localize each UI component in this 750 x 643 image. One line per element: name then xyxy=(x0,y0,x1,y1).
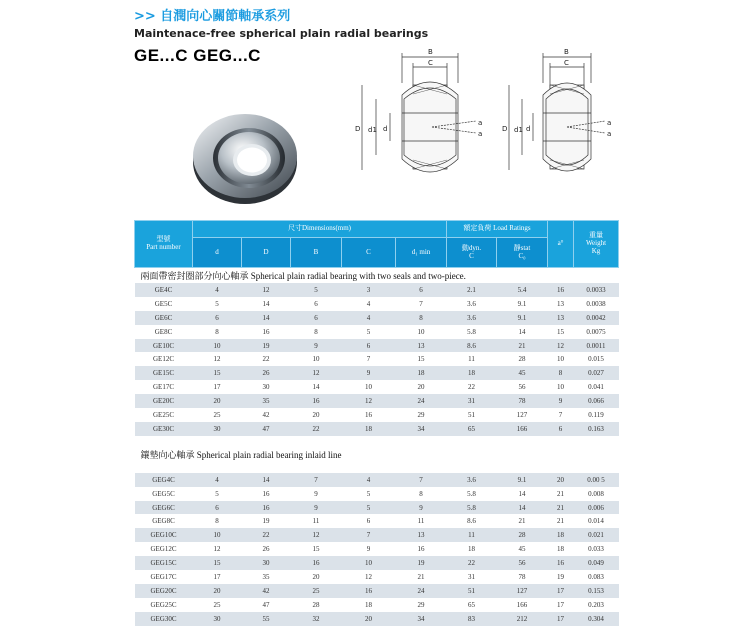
table-row xyxy=(135,570,619,584)
table-cell: 29 xyxy=(396,408,447,422)
table-cell: 13 xyxy=(548,297,574,311)
table-cell: 7 xyxy=(291,473,342,487)
table-cell: 14 xyxy=(497,501,548,515)
table-cell: GEG20C xyxy=(135,584,193,598)
table-cell: 51 xyxy=(447,584,497,598)
table-cell: GEG30C xyxy=(135,612,193,626)
table-cell: 9.1 xyxy=(497,311,548,325)
table-cell: 6 xyxy=(342,339,396,353)
table-row xyxy=(135,556,619,570)
table-cell: GEG25C xyxy=(135,598,193,612)
table-row xyxy=(135,612,619,626)
table-cell: 18 xyxy=(447,366,497,380)
table-cell: 15 xyxy=(548,325,574,339)
table-row xyxy=(135,598,619,612)
table-cell: 0.119 xyxy=(574,408,619,422)
table-cell: 5.8 xyxy=(447,487,497,501)
table-cell: 19 xyxy=(548,570,574,584)
table-cell: 13 xyxy=(396,339,447,353)
part-number-header: 型號 Part number xyxy=(135,221,193,268)
table-cell: 20 xyxy=(193,394,242,408)
table-row xyxy=(135,325,619,339)
table-cell: 24 xyxy=(396,584,447,598)
table-cell: 25 xyxy=(193,598,242,612)
table-cell: GE4C xyxy=(135,283,193,297)
table-cell: 19 xyxy=(242,339,291,353)
table-cell: 5.8 xyxy=(447,501,497,515)
table-cell: 22 xyxy=(242,352,291,366)
table-cell: 15 xyxy=(291,542,342,556)
cross-section-drawing-ge xyxy=(352,43,502,193)
table-cell: 14 xyxy=(242,473,291,487)
table-cell: 14 xyxy=(497,325,548,339)
table-cell: GEG12C xyxy=(135,542,193,556)
table-cell: 6 xyxy=(291,311,342,325)
table-cell: 166 xyxy=(497,422,548,436)
svg-text:B: B xyxy=(564,48,569,56)
table-cell: 83 xyxy=(447,612,497,626)
col-d: d xyxy=(193,238,242,268)
table-cell: 212 xyxy=(497,612,548,626)
table-cell: 6 xyxy=(396,283,447,297)
table-cell: 5 xyxy=(291,283,342,297)
table-cell: 14 xyxy=(497,487,548,501)
table-cell: 65 xyxy=(447,598,497,612)
table-cell: 12 xyxy=(291,528,342,542)
table-cell: 8 xyxy=(396,311,447,325)
table-cell: 14 xyxy=(291,380,342,394)
table-cell: 12 xyxy=(193,542,242,556)
table-row xyxy=(135,514,619,528)
table-cell: 45 xyxy=(497,542,548,556)
table-cell: 22 xyxy=(447,380,497,394)
table-cell: 22 xyxy=(242,528,291,542)
table-cell: 10 xyxy=(291,352,342,366)
table-cell: 10 xyxy=(193,528,242,542)
table-cell: 42 xyxy=(242,584,291,598)
table-cell: 9 xyxy=(548,394,574,408)
table-cell: 5 xyxy=(193,297,242,311)
table-cell: 12 xyxy=(242,283,291,297)
col-outer-d: D xyxy=(242,238,291,268)
table-cell: 12 xyxy=(342,394,396,408)
svg-text:d: d xyxy=(383,125,388,133)
table-cell: 11 xyxy=(447,352,497,366)
table-cell: 78 xyxy=(497,570,548,584)
table-cell: 3.6 xyxy=(447,297,497,311)
table-cell: 12 xyxy=(342,570,396,584)
table-cell: 18 xyxy=(396,366,447,380)
table-cell: GEG4C xyxy=(135,473,193,487)
table-cell: 20 xyxy=(548,473,574,487)
table-cell: 0.033 xyxy=(574,542,619,556)
table-cell: 11 xyxy=(291,514,342,528)
table-cell: 5 xyxy=(342,325,396,339)
table-row xyxy=(135,394,619,408)
table-cell: 32 xyxy=(291,612,342,626)
table-cell: 10 xyxy=(396,325,447,339)
table-cell: 9 xyxy=(291,501,342,515)
table-cell: 31 xyxy=(447,570,497,584)
cross-section-drawing-geg xyxy=(495,43,625,193)
table-cell: 21 xyxy=(548,514,574,528)
table-cell: 0.008 xyxy=(574,487,619,501)
table-cell: 8.6 xyxy=(447,339,497,353)
table-cell: 14 xyxy=(242,311,291,325)
svg-text:a: a xyxy=(607,130,612,138)
table-cell: 34 xyxy=(396,612,447,626)
table-cell: 6 xyxy=(291,297,342,311)
table-cell: 42 xyxy=(242,408,291,422)
table-cell: 4 xyxy=(342,311,396,325)
table-cell: 13 xyxy=(396,528,447,542)
table-cell: 26 xyxy=(242,542,291,556)
table-cell: 3.6 xyxy=(447,473,497,487)
table-cell: 8 xyxy=(291,325,342,339)
svg-text:D: D xyxy=(355,125,361,133)
table-cell: 0.041 xyxy=(574,380,619,394)
table-cell: 14 xyxy=(242,297,291,311)
table-cell: 21 xyxy=(497,514,548,528)
table-row xyxy=(135,311,619,325)
table-cell: 22 xyxy=(291,422,342,436)
table-row xyxy=(135,366,619,380)
table-cell: 6 xyxy=(548,422,574,436)
table-cell: GEG17C xyxy=(135,570,193,584)
table-cell: 28 xyxy=(497,352,548,366)
table-cell: 6 xyxy=(193,501,242,515)
table-cell: 8 xyxy=(396,487,447,501)
svg-text:B: B xyxy=(428,48,433,56)
section-title-inlaid: 鑲墊向心軸承 Spherical plain radial bearing inlaid line xyxy=(135,447,619,462)
table-cell: 19 xyxy=(242,514,291,528)
table-cell: 24 xyxy=(396,394,447,408)
table-cell: 18 xyxy=(342,598,396,612)
table-row xyxy=(135,283,619,297)
table-cell: GE10C xyxy=(135,339,193,353)
table-cell: 10 xyxy=(342,556,396,570)
table-cell: 12 xyxy=(193,352,242,366)
table-cell: 5 xyxy=(193,487,242,501)
table-cell: 9 xyxy=(342,542,396,556)
table-cell: 22 xyxy=(447,556,497,570)
table-cell: 17 xyxy=(548,584,574,598)
table-cell: GE20C xyxy=(135,394,193,408)
table-cell: 15 xyxy=(193,366,242,380)
table-cell: 16 xyxy=(396,542,447,556)
table-cell: 78 xyxy=(497,394,548,408)
table-cell: 4 xyxy=(193,283,242,297)
col-b: B xyxy=(291,238,342,268)
table-cell: 4 xyxy=(342,297,396,311)
svg-text:C: C xyxy=(564,59,569,67)
table-cell: 51 xyxy=(447,408,497,422)
col-dynamic-load: 動dyn. C xyxy=(447,238,497,268)
table-cell: 26 xyxy=(242,366,291,380)
table-cell: 127 xyxy=(497,408,548,422)
table-cell: 7 xyxy=(396,297,447,311)
table-cell: 16 xyxy=(242,501,291,515)
table-cell: 8 xyxy=(193,325,242,339)
col-c: C xyxy=(342,238,396,268)
table-cell: 20 xyxy=(342,612,396,626)
table-cell: 25 xyxy=(193,408,242,422)
table-cell: 0.049 xyxy=(574,556,619,570)
table-cell: 2.1 xyxy=(447,283,497,297)
table-cell: GE5C xyxy=(135,297,193,311)
table-cell: GE12C xyxy=(135,352,193,366)
table-cell: 16 xyxy=(342,584,396,598)
col-static-load: 靜stat C₀ xyxy=(497,238,548,268)
section-title-sealed: 兩面帶密封圈部分向心軸承 Spherical plain radial bearing with two seals and two-piece. xyxy=(135,268,619,284)
table-cell: 0.021 xyxy=(574,528,619,542)
table-cell: 56 xyxy=(497,380,548,394)
table-cell: 65 xyxy=(447,422,497,436)
table-cell: 8 xyxy=(193,514,242,528)
table-cell: 12 xyxy=(291,366,342,380)
table-cell: 34 xyxy=(396,422,447,436)
table-cell: 0.015 xyxy=(574,352,619,366)
table-cell: GE6C xyxy=(135,311,193,325)
table-cell: 10 xyxy=(342,380,396,394)
table-cell: 16 xyxy=(548,283,574,297)
table-cell: 0.014 xyxy=(574,514,619,528)
table-cell: GEG5C xyxy=(135,487,193,501)
table-cell: 0.203 xyxy=(574,598,619,612)
table-cell: GEG15C xyxy=(135,556,193,570)
svg-text:D: D xyxy=(502,125,508,133)
table-row xyxy=(135,408,619,422)
table-row xyxy=(135,380,619,394)
table-cell: 15 xyxy=(396,352,447,366)
col-d1-min: d₁ min xyxy=(396,238,447,268)
load-ratings-header: 額定負荷 Load Ratings xyxy=(447,221,548,238)
svg-text:a: a xyxy=(607,119,612,127)
table-cell: 10 xyxy=(548,352,574,366)
table-cell: 9 xyxy=(396,501,447,515)
table-cell: 31 xyxy=(447,394,497,408)
svg-text:C: C xyxy=(428,59,433,67)
table-row xyxy=(135,542,619,556)
table-cell: 9.1 xyxy=(497,297,548,311)
table-cell: 166 xyxy=(497,598,548,612)
table-cell: 20 xyxy=(396,380,447,394)
table-row xyxy=(135,422,619,436)
table-cell: 16 xyxy=(242,487,291,501)
table-cell: 17 xyxy=(193,380,242,394)
table-cell: 16 xyxy=(342,408,396,422)
table-cell: 8.6 xyxy=(447,514,497,528)
table-cell: 16 xyxy=(242,325,291,339)
table-cell: 4 xyxy=(342,473,396,487)
table-cell: 16 xyxy=(291,394,342,408)
table-cell: 28 xyxy=(291,598,342,612)
table-cell: 0.0075 xyxy=(574,325,619,339)
table-cell: 47 xyxy=(242,422,291,436)
table-row xyxy=(135,487,619,501)
table-row xyxy=(135,473,619,487)
model-series: GE...C GEG...C xyxy=(134,46,261,65)
svg-text:d1: d1 xyxy=(514,126,523,134)
table-cell: 35 xyxy=(242,570,291,584)
table-cell: 25 xyxy=(291,584,342,598)
table-cell: 30 xyxy=(242,380,291,394)
table-cell: GE30C xyxy=(135,422,193,436)
table-cell: 7 xyxy=(396,473,447,487)
table-cell: 0.0033 xyxy=(574,283,619,297)
table-cell: 9 xyxy=(342,366,396,380)
table-cell: 35 xyxy=(242,394,291,408)
table-cell: 0.0042 xyxy=(574,311,619,325)
weight-header: 重量 Weight Kg xyxy=(574,221,619,268)
table-cell: 7 xyxy=(548,408,574,422)
table-row xyxy=(135,501,619,515)
table-cell: GE8C xyxy=(135,325,193,339)
table-cell: 7 xyxy=(342,352,396,366)
table-cell: 9 xyxy=(291,487,342,501)
page-subtitle: Maintenace-free spherical plain radial bearings xyxy=(134,27,429,40)
table-cell: 9.1 xyxy=(497,473,548,487)
table-cell: 0.083 xyxy=(574,570,619,584)
table-cell: 3.6 xyxy=(447,311,497,325)
table-cell: 17 xyxy=(193,570,242,584)
table-cell: GEG6C xyxy=(135,501,193,515)
table-cell: GE15C xyxy=(135,366,193,380)
svg-text:a: a xyxy=(478,130,483,138)
table-cell: 15 xyxy=(193,556,242,570)
table-cell: 47 xyxy=(242,598,291,612)
bearing-photo xyxy=(190,104,300,208)
table-cell: 0.066 xyxy=(574,394,619,408)
table-cell: 0.304 xyxy=(574,612,619,626)
table-cell: 0.027 xyxy=(574,366,619,380)
table-row xyxy=(135,339,619,353)
table-cell: 28 xyxy=(497,528,548,542)
table-cell: 55 xyxy=(242,612,291,626)
table-cell: 19 xyxy=(396,556,447,570)
table-cell: 20 xyxy=(291,570,342,584)
table-cell: 10 xyxy=(548,380,574,394)
table-cell: 11 xyxy=(447,528,497,542)
table-cell: 10 xyxy=(193,339,242,353)
table-row xyxy=(135,528,619,542)
table-cell: 21 xyxy=(548,501,574,515)
table-cell: 21 xyxy=(497,339,548,353)
table-cell: 16 xyxy=(291,556,342,570)
page-title: >> 自潤向心關節軸承系列 xyxy=(134,9,291,24)
table-cell: 7 xyxy=(342,528,396,542)
table-cell: 127 xyxy=(497,584,548,598)
dimensions-header: 尺寸Dimensions(mm) xyxy=(193,221,447,238)
table-cell: 21 xyxy=(548,487,574,501)
specification-table xyxy=(134,220,619,626)
table-cell: 18 xyxy=(548,542,574,556)
table-cell: 56 xyxy=(497,556,548,570)
table-cell: 5 xyxy=(342,501,396,515)
table-cell: 0.153 xyxy=(574,584,619,598)
table-cell: 17 xyxy=(548,612,574,626)
table-cell: 0.0038 xyxy=(574,297,619,311)
table-cell: 12 xyxy=(548,339,574,353)
table-cell: 0.00 5 xyxy=(574,473,619,487)
table-cell: 13 xyxy=(548,311,574,325)
svg-text:d: d xyxy=(526,125,531,133)
table-cell: 45 xyxy=(497,366,548,380)
table-cell: GE17C xyxy=(135,380,193,394)
table-cell: 18 xyxy=(342,422,396,436)
table-cell: 0.163 xyxy=(574,422,619,436)
table-cell: 0.006 xyxy=(574,501,619,515)
table-cell: GE25C xyxy=(135,408,193,422)
table-cell: 16 xyxy=(548,556,574,570)
table-cell: GEG8C xyxy=(135,514,193,528)
table-cell: 5 xyxy=(342,487,396,501)
table-row xyxy=(135,297,619,311)
table-cell: 11 xyxy=(396,514,447,528)
table-cell: 21 xyxy=(396,570,447,584)
table-cell: 18 xyxy=(548,528,574,542)
table-cell: 18 xyxy=(447,542,497,556)
table-cell: 29 xyxy=(396,598,447,612)
table-cell: 20 xyxy=(193,584,242,598)
table-cell: 5.8 xyxy=(447,325,497,339)
angle-header: a° xyxy=(548,221,574,268)
table-cell: 5.4 xyxy=(497,283,548,297)
table-cell: 6 xyxy=(193,311,242,325)
table-cell: 30 xyxy=(242,556,291,570)
table-cell: 6 xyxy=(342,514,396,528)
table-cell: 4 xyxy=(193,473,242,487)
svg-text:a: a xyxy=(478,119,483,127)
table-row xyxy=(135,584,619,598)
table-cell: 17 xyxy=(548,598,574,612)
table-cell: 8 xyxy=(548,366,574,380)
table-cell: 0.0011 xyxy=(574,339,619,353)
table-cell: 9 xyxy=(291,339,342,353)
table-cell: GEG10C xyxy=(135,528,193,542)
table-cell: 20 xyxy=(291,408,342,422)
svg-text:d1: d1 xyxy=(368,126,377,134)
table-cell: 30 xyxy=(193,612,242,626)
table-cell: 30 xyxy=(193,422,242,436)
table-row xyxy=(135,352,619,366)
table-cell: 3 xyxy=(342,283,396,297)
